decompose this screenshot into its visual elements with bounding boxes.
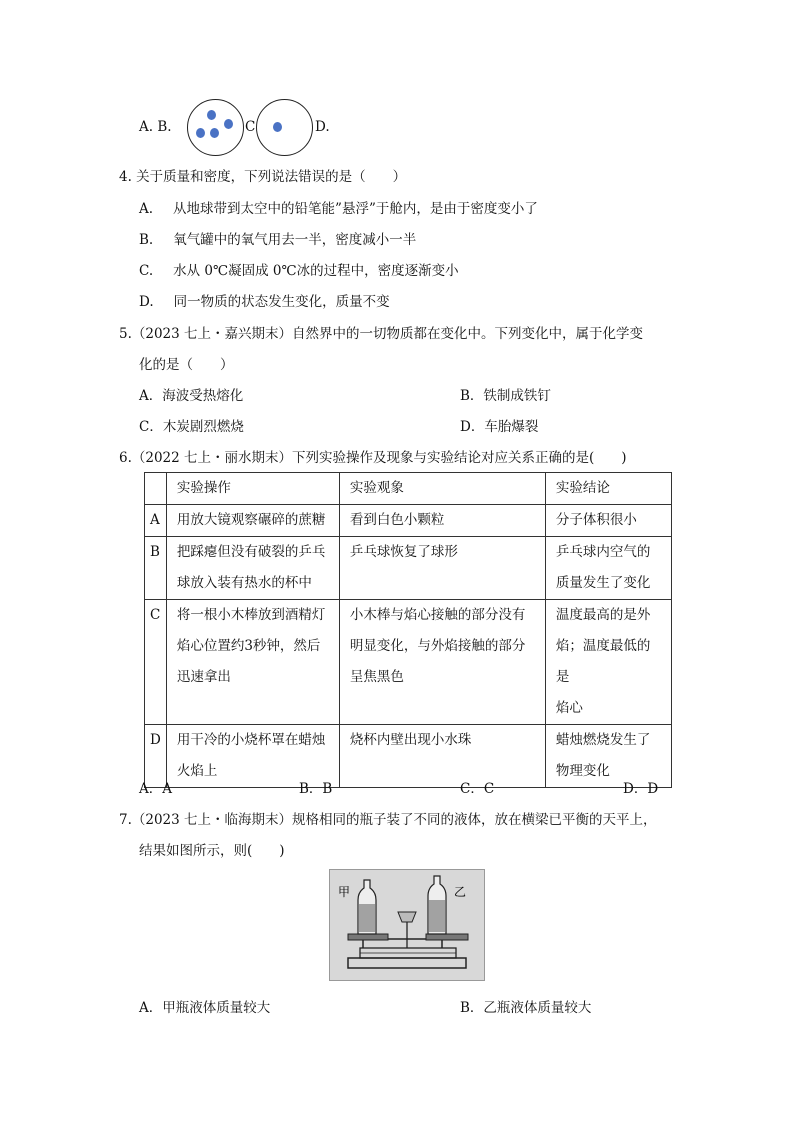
table-row	[145, 537, 672, 600]
figure-label-left: 甲	[338, 885, 351, 899]
observation-cell: 烧杯内壁出现小水珠	[339, 725, 545, 788]
q4-stem: 4. 关于质量和密度，下列说法错误的是（ ）	[119, 169, 407, 185]
observation-cell: 乒乓球恢复了球形	[339, 537, 545, 600]
q5-option-b: B．铁制成铁钉	[460, 388, 551, 404]
table-header-cell	[145, 473, 167, 505]
conclusion-cell: 蜡烛燃烧发生了 物理变化	[545, 725, 671, 788]
operation-cell: 用放大镜观察碾碎的蔗糖	[166, 505, 339, 537]
experiment-table	[144, 472, 672, 788]
circle-with-four-dots-icon	[187, 99, 244, 156]
conclusion-cell: 分子体积很小	[545, 505, 671, 537]
operation-cell: 用干冷的小烧杯罩在蜡烛 火焰上	[166, 725, 339, 788]
q6-option-c: C．C	[460, 781, 495, 797]
table-header-row	[145, 473, 672, 505]
q7-option-b: B．乙瓶液体质量较大	[460, 1000, 592, 1016]
conclusion-cell: 温度最高的是外 焰；温度最低的是 焰心	[545, 600, 671, 725]
q3-option-ab-label: A. B.	[139, 119, 172, 135]
table-header-cell: 实验操作	[166, 473, 339, 505]
q5-option-a: A．海波受热熔化	[139, 388, 244, 404]
row-id: A	[145, 505, 167, 537]
q5-option-c: C．木炭剧烈燃烧	[139, 419, 244, 435]
balance-scale-icon	[330, 870, 484, 980]
q7-option-a: A．甲瓶液体质量较大	[139, 1000, 271, 1016]
q7-stem-line2: 结果如图所示，则( )	[139, 843, 285, 859]
q5-stem-line1: 5.（2023 七上・嘉兴期末）自然界中的一切物质都在变化中。下列变化中，属于化学变	[119, 326, 644, 342]
q5-stem-line2: 化的是（ ）	[139, 357, 234, 373]
circle-with-one-dot-icon	[256, 99, 313, 156]
row-id: B	[145, 537, 167, 600]
operation-cell: 把踩瘪但没有破裂的乒乓 球放入装有热水的杯中	[166, 537, 339, 600]
operation-cell: 将一根小木棒放到酒精灯 焰心位置约3秒钟，然后 迅速拿出	[166, 600, 339, 725]
q4-option-c: C. 水从 0℃凝固成 0℃冰的过程中，密度逐渐变小	[139, 263, 459, 279]
q4-option-b: B. 氧气罐中的氧气用去一半，密度减小一半	[139, 232, 417, 248]
q6-option-a: A．A	[139, 781, 172, 797]
row-id: D	[145, 725, 167, 788]
q5-option-d: D．车胎爆裂	[460, 419, 539, 435]
figure-label-right: 乙	[454, 885, 467, 899]
balance-with-bottles-figure	[329, 869, 485, 981]
q4-option-d: D. 同一物质的状态发生变化，质量不变	[139, 294, 390, 310]
table-header-cell: 实验观象	[339, 473, 545, 505]
table-row	[145, 505, 672, 537]
q4-option-a: A. 从地球带到太空中的铅笔能”悬浮”于舱内，是由于密度变小了	[139, 201, 538, 217]
table-row	[145, 600, 672, 725]
observation-cell: 小木棒与焰心接触的部分没有 明显变化，与外焰接触的部分 呈焦黑色	[339, 600, 545, 725]
observation-cell: 看到白色小颗粒	[339, 505, 545, 537]
conclusion-cell: 乒乓球内空气的 质量发生了变化	[545, 537, 671, 600]
q3-option-c-label: C	[245, 119, 256, 135]
q3-option-d-label: D.	[315, 119, 330, 135]
q6-option-d: D．D	[623, 781, 659, 797]
table-row	[145, 725, 672, 788]
q6-option-b: B．B	[299, 781, 333, 797]
q6-stem: 6.（2022 七上・丽水期末）下列实验操作及现象与实验结论对应关系正确的是( )	[119, 450, 627, 466]
table-header-cell: 实验结论	[545, 473, 671, 505]
q7-stem-line1: 7.（2023 七上・临海期末）规格相同的瓶子装了不同的液体，放在横梁已平衡的天平上，	[119, 812, 657, 828]
row-id: C	[145, 600, 167, 725]
